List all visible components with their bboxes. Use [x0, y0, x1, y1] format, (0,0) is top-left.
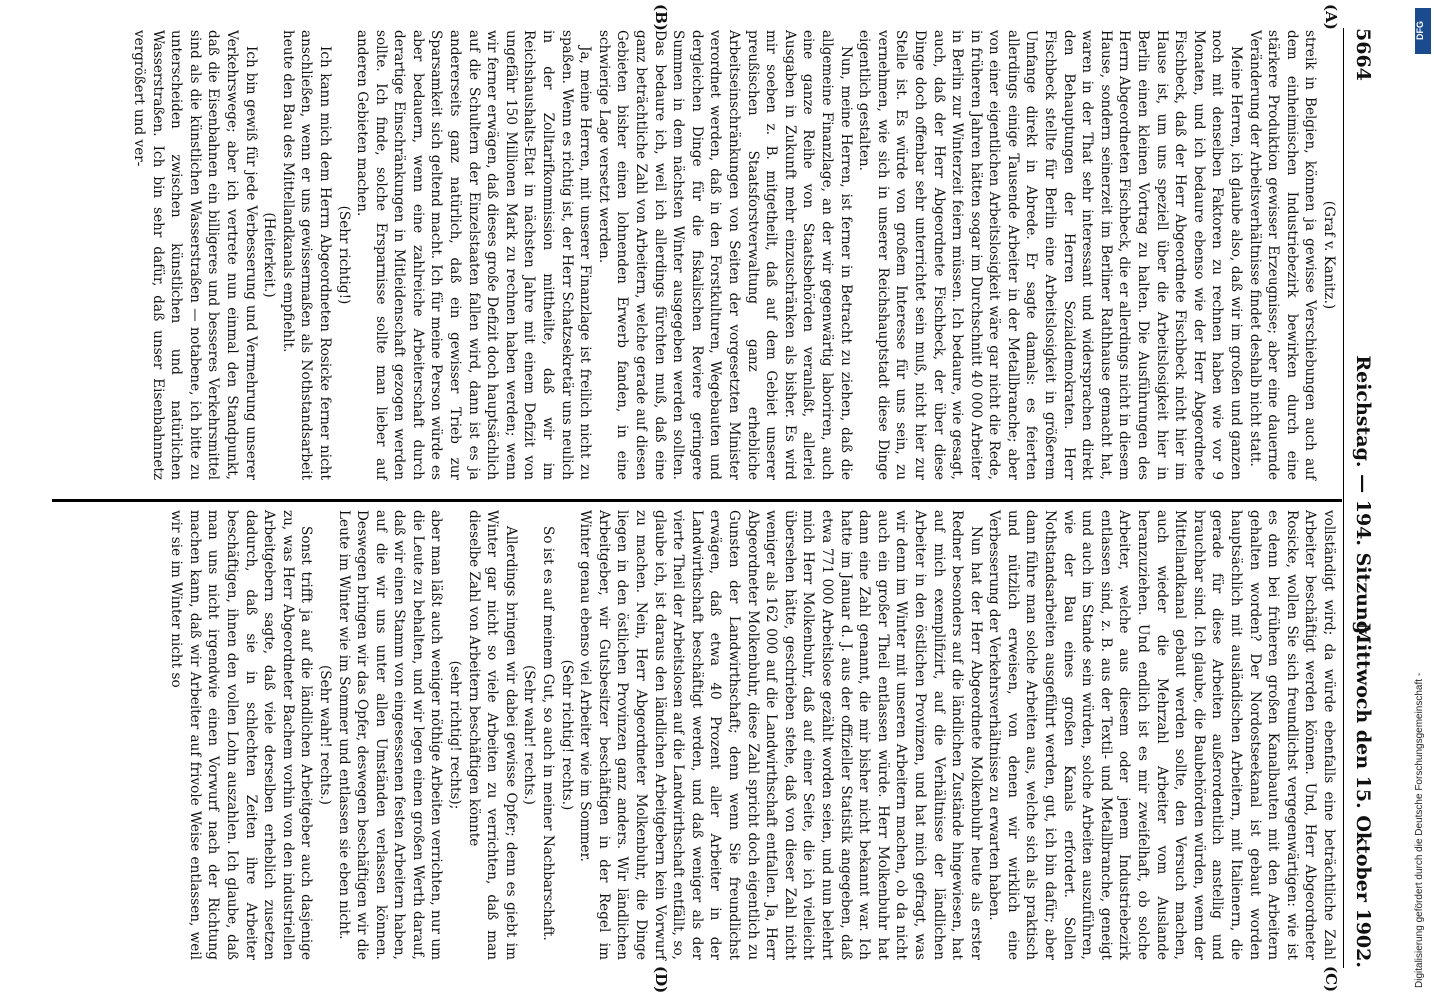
paragraph: Sonst trifft ja auf die ländlichen Arbeitgeber auch dasjenige zu, was Herr Abgeordneter Bachem vorhin von den industriellen Arbeitgebern sagte, daß viele derselben erheblich zusetzen dadurch, daß sie in schlechten Zeiten ihre Arbeiter beschäftigen, ihnen den vollen Lohn auszahlen. Ich glaube, daß man uns nicht irgendwie einen Vorwurf nach der Richtung machen kann, daß wir Arbeiter auf frivole Weise entlassen, weil wir sie im Winter nicht so: [168, 510, 315, 960]
interjection: (Heiterkeit.): [261, 212, 278, 298]
paragraph: So ist es auf meinem Gut, so auch in meiner Nachbarschaft.: [540, 526, 557, 941]
interjection: (Sehr richtig!): [335, 205, 352, 305]
paragraph: vollständigt wird; da würde ebenfalls eine beträchtliche Zahl Arbeiter beschäftigt werden können. Und, Herr Abgeordneter Rosicke, wollen Sie sich freundlichst vergegenwärtigen: wie ist es denn bei früheren großen Kanalbauten mit den Arbeitern gehalten worden? Der Nordostseekanal ist gebaut worden hauptsächlich mit ausländischen Arbeitern, mit Italienern, die gerade für diese Arbeiten außerordentlich anstellig und brauchbar sind. Ich glaube, die Baubehörden würden, wenn der Mittellandkanal gebaut werden sollte, den Versuch machen, auch wieder die Mehrzahl Arbeiter vom Auslande heranzuziehen. Und endlich ist es mir zweifelhaft, ob solche Arbeiter, welche aus diesem oder jenem Industriebezirk entlassen sind, z. B. aus der Textil- und Metallbranche, geneigt und auch im Stande sein würden, solche Arbeiten auszuführen, wie der Bau eines großen Kanals erfordert. Sollen Nothstandsarbeiten ausgeführt werden, gut, ich bin dafür; aber dann führe man solche Arbeiten aus, welche sich als praktisch und nützlich erweisen, von denen wir wirklich eine Verbesserung der Verkehrsverhältnisse zu erwarten haben.: [986, 510, 1337, 960]
paragraph: Ich bin gewiß für jede Verbesserung und Vermehrung unserer Verkehrswege; aber ich vertrete nun einmal den Standpunkt, daß die Eisenbahnen ein billigeres und besseres Verkehrsmittel sind als die künstlichen Wasserstraßen — notabene, ich bitte zu unterscheiden zwischen künstlichen und natürlichen Wasserstraßen. Ich bin sehr dafür, daß unser Eisenbahnnetz vergrößert und ver-: [131, 30, 259, 480]
paragraph: aber man läßt auch weniger nöthige Arbeiten verrichten, nur um die Leute zu behalten, und wir legen einen großen Werth darauf, daß wir einen Stamm von eingesessenen festen Arbeitern haben, auf die wir uns unter allen Umständen verlassen können. Deswegen bringen wir das Opfer, deswegen beschäftigen wir die Leute im Winter wie im Sommer und entlassen sie eben nicht.: [335, 510, 445, 960]
paragraph: Ja, meine Herren, mit unserer Finanzlage ist freilich nicht zu spaßen. Wenn es richtig ist, der Herr Schatzsekretär uns neulich in der Zolltarifkommission mittheilte, daß wir im Reichshaushalts-Etat in nächsten Jahre mit einem Defizit von ungefähr 150 Millionen Mark zu rechnen haben werden; wenn wir ferner erwägen, daß dieses große Defizit doch hauptsächlich auf die Schultern der Einzelstaaten fallen wird, dann ist es ja andererseits ganz natürlich, daß ein gewisser Trieb zur Sparsamkeit sich geltend macht. Ich für meine Person würde es aber bedauern, wenn eine zahlreiche Arbeiterschaft durch derartige Einschränkungen in Mitleidenschaft gezogen werden sollte. Ich finde, solche Ersparnisse sollte man lieber auf anderen Gebieten machen.: [354, 30, 594, 480]
digitization-note: Digitalisierung gefördert durch die Deutsche Forschungsgemeinschaft -: [1414, 672, 1425, 988]
paragraph: streik in Belgien, können ja gewisse Verschiebungen auch auf dem einheimischen Industriebezirk bewirken durch eine stärkere Produktion gewisser Erzeugnisse; aber eine dauernde Veränderung der Arbeitsverhältnisse findet deshalb nicht statt.: [1246, 30, 1319, 480]
dfg-logo: DFG: [1415, 8, 1431, 54]
interjection: (Sehr wahr! rechts.): [316, 665, 333, 805]
digitization-credit: [1414, 8, 1430, 988]
paragraph: Nun hat der Herr Abgeordnete Molkenbuhr heute als erster Redner besonders auf die ländlichen Zustände hingewiesen, hat auf mich exemplifizirt, auf die Verhältnisse der ländlichen Arbeiter in den östlichen Provinzen, und hat mich gefragt, was wir denn im Winter mit unseren Arbeitern machen, ob da nicht auch ein großer Theil entlassen würde. Herr Molkenbuhr hat dann eine Zahl genannt, die mir bisher nicht bekannt war. Ich hatte im Januar d. J. aus der offizieller Statistik angegeben, daß etwa 771 000 Arbeitslose gezählt worden seien, und nun belehrt mich Herr Molkenbuhr, daß auf einer Seite, die ich vielleicht übersehen hätte, geschrieben stehe, daß von dieser Zahl nicht weniger als 162 000 auf die Landwirthschaft entfallen. Ja, Herr Abgeordneter Molkenbuhr, diese Zahl spricht doch eigentlich zu Gunsten der Landwirthschaft; denn wenn Sie freundlichst erwägen, daß etwa 40 Prozent aller Arbeiter in der Landwirthschaft beschäftigt werden, und daß weniger als der vierte Theil der Arbeitslosen auf die Landwirthschaft entfällt, so, glaube ich, ist daraus den ländlichen Arbeitgebern kein Vorwurf zu machen. Nein, Herr Abgeordneter Molkenbuhr, die Dinge liegen in den östlichen Provinzen ganz anders. Wir ländlichen Arbeitgeber, wir Gutsbesitzer beschäftigen in der Regel im Winter genau ebenso viel Arbeiter wie im Sommer.: [577, 510, 984, 960]
margin-marker-b: (B): [652, 4, 670, 31]
session-date: Mittwoch den 15. Oktober 1902.: [1352, 623, 1374, 968]
interjection: (Sehr richtig! rechts.): [558, 659, 575, 811]
interjection: (sehr richtig! rechts);: [447, 660, 464, 810]
page-title: Reichstag. — 194. Sitzung.: [1352, 355, 1374, 641]
margin-marker-d: (D): [652, 966, 670, 994]
paragraph: Nun, meine Herren, ist ferner in Betracht zu ziehen, daß die allgemeine Finanzlage, an der wir gegenwärtig laboriren, auch eine ganze Reihe von Staatsbehörden veranlaßt, allerlei Ausgaben in Zukunft mehr einzuschränken als bisher. Es wird mir soeben z. B. mitgetheilt, daß auf dem Gebiet unserer preußischen Staatsforstverwaltung ganz erhebliche Arbeitseinschränkungen von Seiten der vorgesetzten Minister verordnet werden, daß in den Forstkulturen, Wegebauten und dergleichen Dinge für die fiskalischen Reviere geringere Summen in dem nächsten Winter ausgegeben werden sollten. Das bedaure ich, weil ich allerdings fürchten muß, daß eine ganz beträchtliche Zahl von Arbeitern, welche gerade auf diesen Gebieten bisher einen lohnenden Erwerb fanden, in eine schwierige Lage versetzt werden.: [595, 30, 854, 480]
document-page: [20, 0, 1380, 1000]
speaker-label: (Graf v. Kanitz.): [1321, 200, 1337, 310]
right-column: [167, 510, 1338, 960]
margin-marker-a: (A): [1322, 4, 1340, 30]
paragraph: Meine Herren, ich glaube also, daß wir im großen und ganzen noch mit denselben Faktoren zu rechnen haben wie vor 9 Monaten, und ich bedaure ebenso wie der Herr Abgeordnete Fischbeck, daß der Herr Abgeordnete Fischbeck nicht hier im Hause ist, um uns speziell über die Arbeitslosigkeit hier in Berlin einen kleinen Vortrag zu halten. Die Ausführungen des Herrn Abgeordneten Fischbeck, die er allerdings nicht in diesem Hause, sondern seinerzeit im Berliner Rathhause gemacht hat, waren in der That sehr interessant und widersprachen direkt den Behauptungen der Herren Sozialdemokraten. Herr Fischbeck stellte für Berlin eine Arbeitslosigkeit in größerem Umfange direkt in Abrede. Er sagte damals: es feierten allerdings einige Tausende Arbeiter in der Metallbranche; aber von einer eigentlichen Arbeitslosigkeit wäre gar nicht die Rede, in früheren Jahren hätten sogar im Durchschnitt 40 000 Arbeiter in Berlin zur Winterzeit feiern müssen. Ich bedaure, wie gesagt, auch, daß der Herr Abgeordnete Fischbeck, der über diese Dinge doch offenbar sehr unterrichtet sein muß, nicht hier zur Stelle ist. Es würde von großem Interesse für uns sein, zu vernehmen, wie sich in unserer Reichshauptstadt diese Dinge eigentlich gestalten.: [856, 30, 1245, 480]
paragraph: Ich kann mich dem Herrn Abgeordneten Rosicke ferner nicht anschließen, wenn er uns gewissermaßen als Nothstandsarbeit heute den Bau des Mittellandkanals empfiehlt.: [279, 30, 333, 480]
margin-marker-c: (C): [1322, 966, 1340, 993]
header-rule: [1343, 28, 1344, 968]
page-header: [1346, 28, 1374, 968]
page-number: 5664: [1352, 28, 1374, 81]
paragraph: Allerdings bringen wir dabei gewisse Opfer; denn es giebt im Winter gar nicht so viele Arbeiten zu verrichten, daß man dieselbe Zahl von Arbeitern beschäftigen könnte: [465, 510, 519, 960]
interjection: (Sehr wahr! rechts.): [521, 665, 538, 805]
left-column: [129, 30, 1338, 480]
column-divider: [52, 499, 1342, 502]
